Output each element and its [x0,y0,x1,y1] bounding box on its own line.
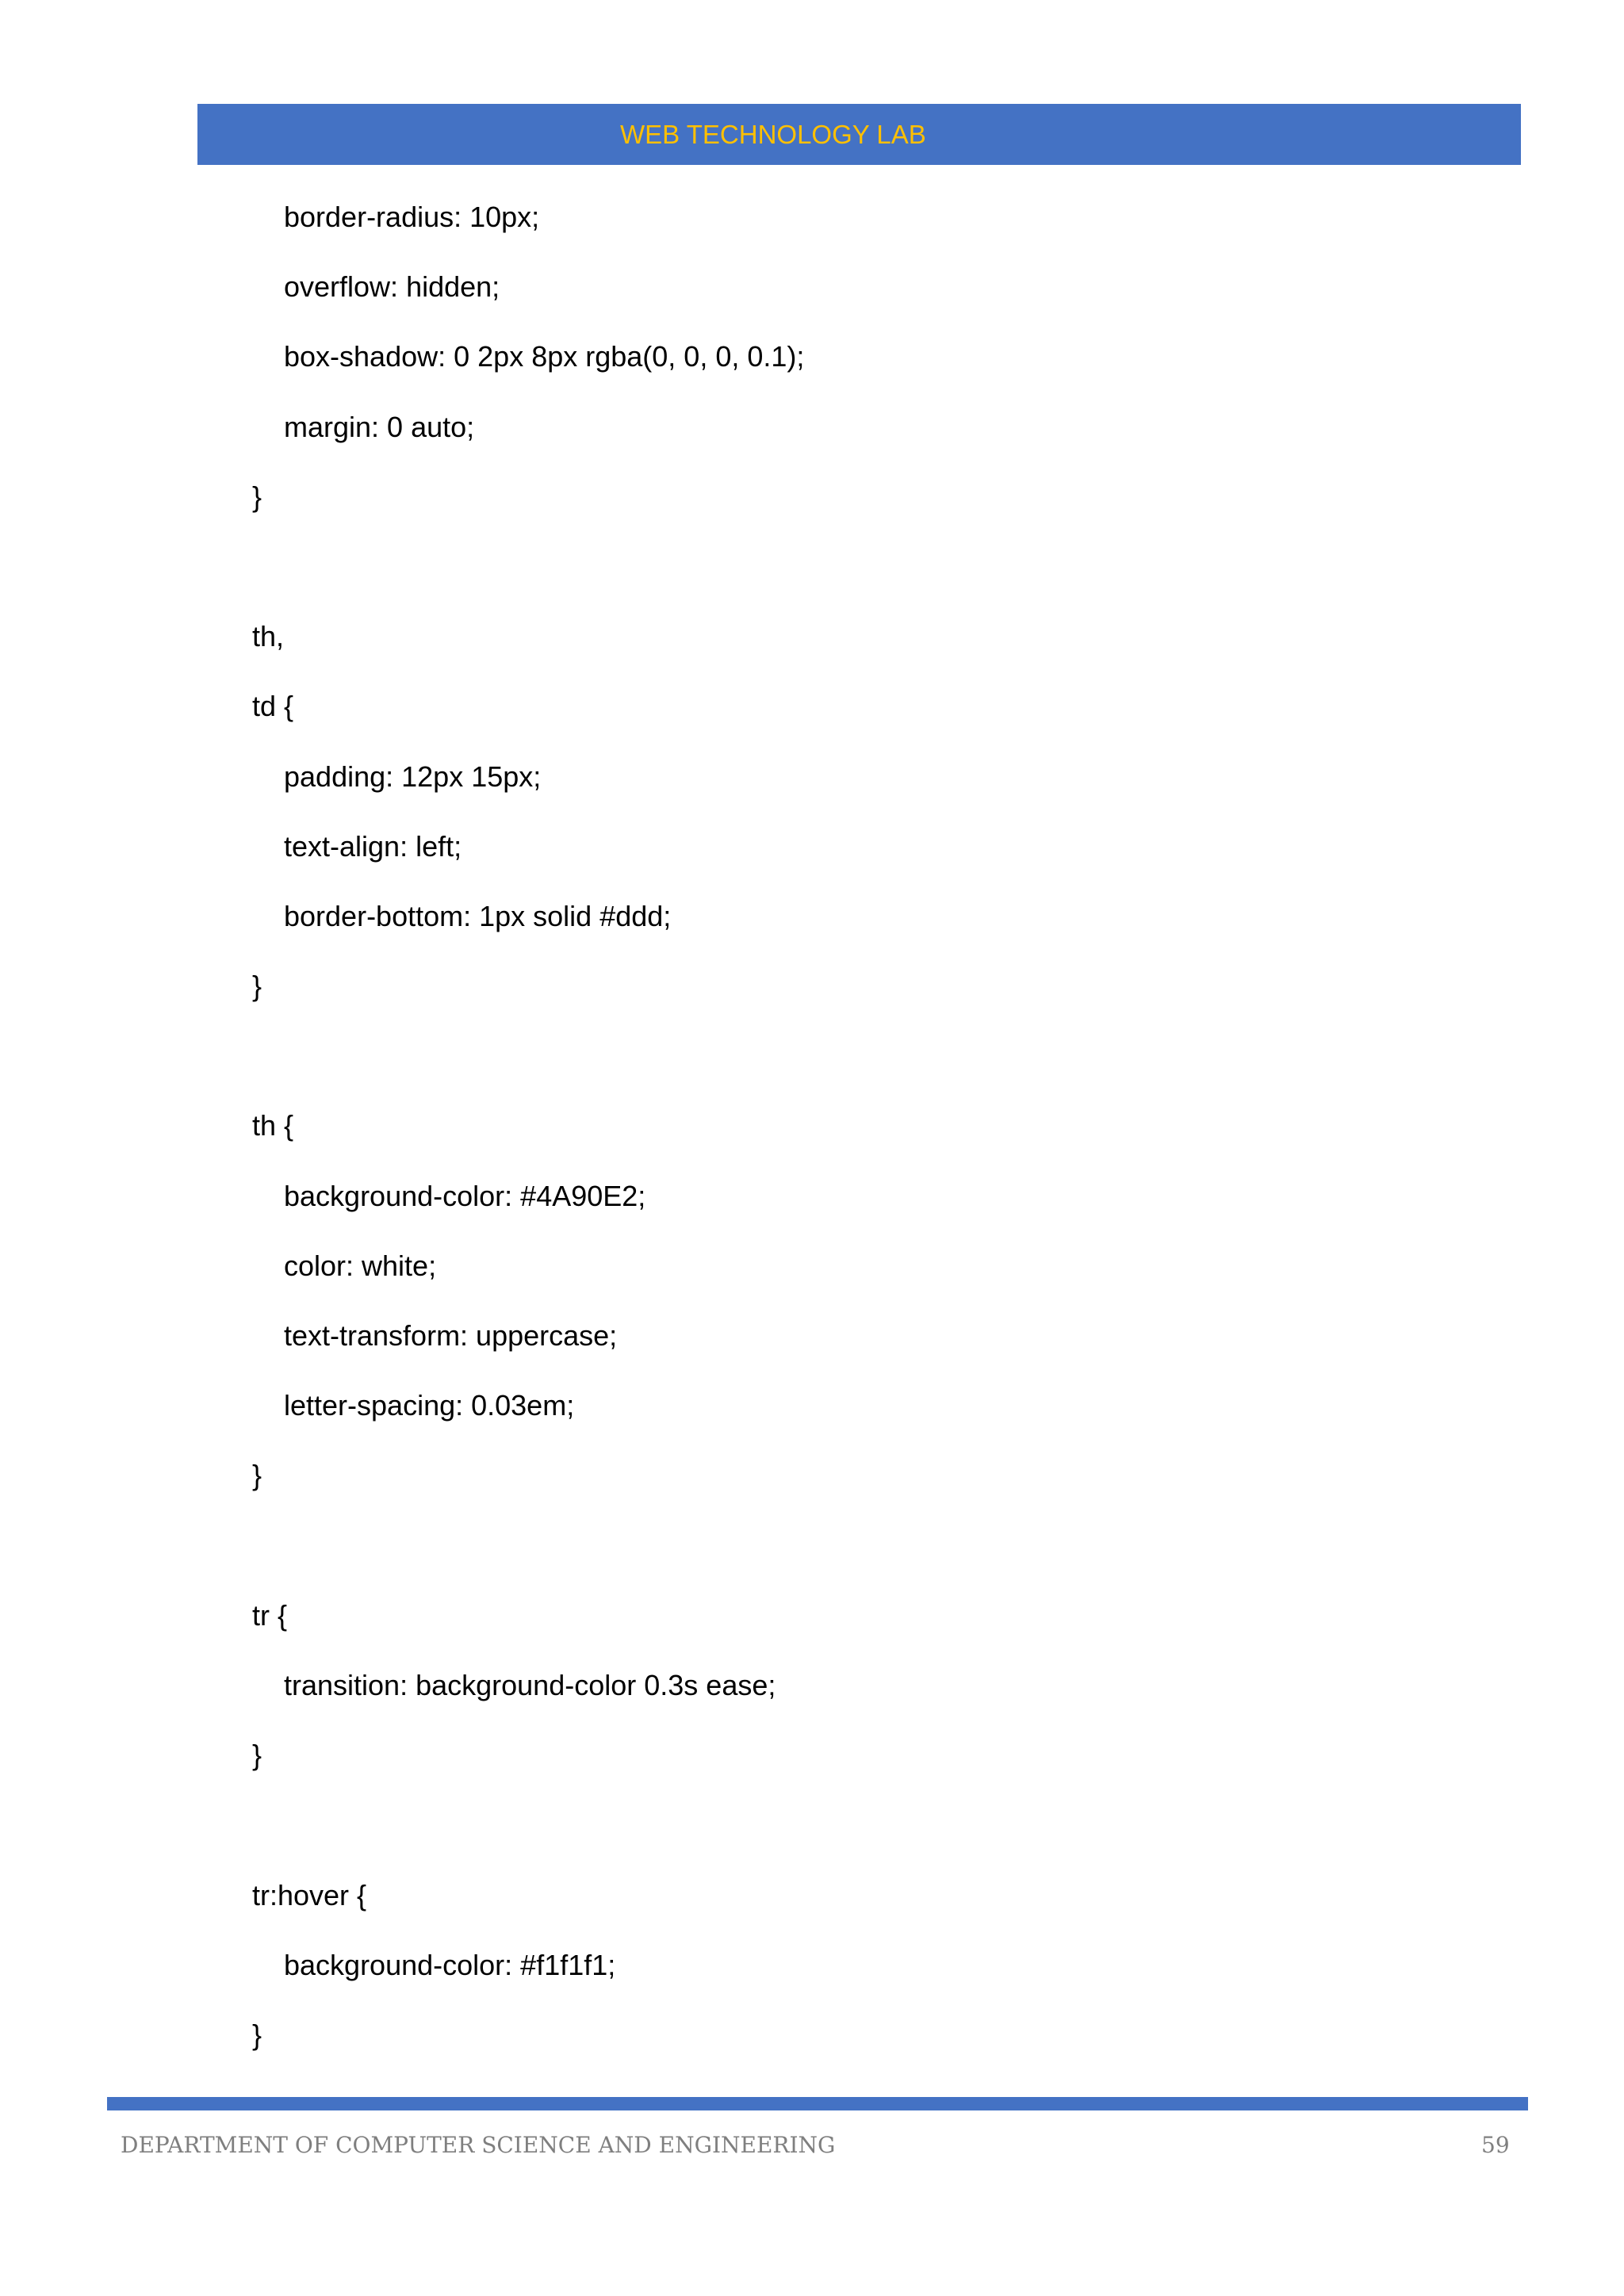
code-line: background-color: #f1f1f1; [252,1948,616,1981]
code-line-blank [252,1032,1442,1102]
code-line: tr { [252,1598,288,1632]
code-line: color: white; [252,1249,437,1282]
code-line: } [252,970,262,1003]
code-line: } [252,1459,262,1492]
code-line: transition: background-color 0.3s ease; [252,1668,776,1701]
code-line-blank [252,543,1442,613]
code-line: box-shadow: 0 2px 8px rgba(0, 0, 0, 0.1); [252,340,805,373]
page-header-title: WEB TECHNOLOGY LAB [620,120,926,149]
footer-department: DEPARTMENT OF COMPUTER SCIENCE AND ENGINEERING [121,2132,836,2158]
code-line: overflow: hidden; [252,270,500,304]
code-line: } [252,2018,262,2051]
code-line: margin: 0 auto; [252,410,475,443]
code-line: border-bottom: 1px solid #ddd; [252,899,672,932]
code-line: background-color: #4A90E2; [252,1179,646,1212]
code-line: text-align: left; [252,829,462,863]
footer-rule [107,2097,1528,2110]
code-line: text-transform: uppercase; [252,1319,618,1352]
code-line: tr:hover { [252,1878,367,1911]
code-line: border-radius: 10px; [252,201,540,233]
code-line-blank [252,1522,1442,1592]
code-line: th, [252,620,285,653]
code-listing [252,193,1442,2081]
page-number: 59 [1481,2132,1510,2158]
code-line: } [252,480,262,513]
code-line: padding: 12px 15px; [252,760,542,793]
code-line: letter-spacing: 0.03em; [252,1389,575,1422]
code-line: td { [252,690,294,723]
code-line: th { [252,1109,294,1142]
code-line: } [252,1739,262,1772]
code-line-blank [252,1801,1442,1871]
